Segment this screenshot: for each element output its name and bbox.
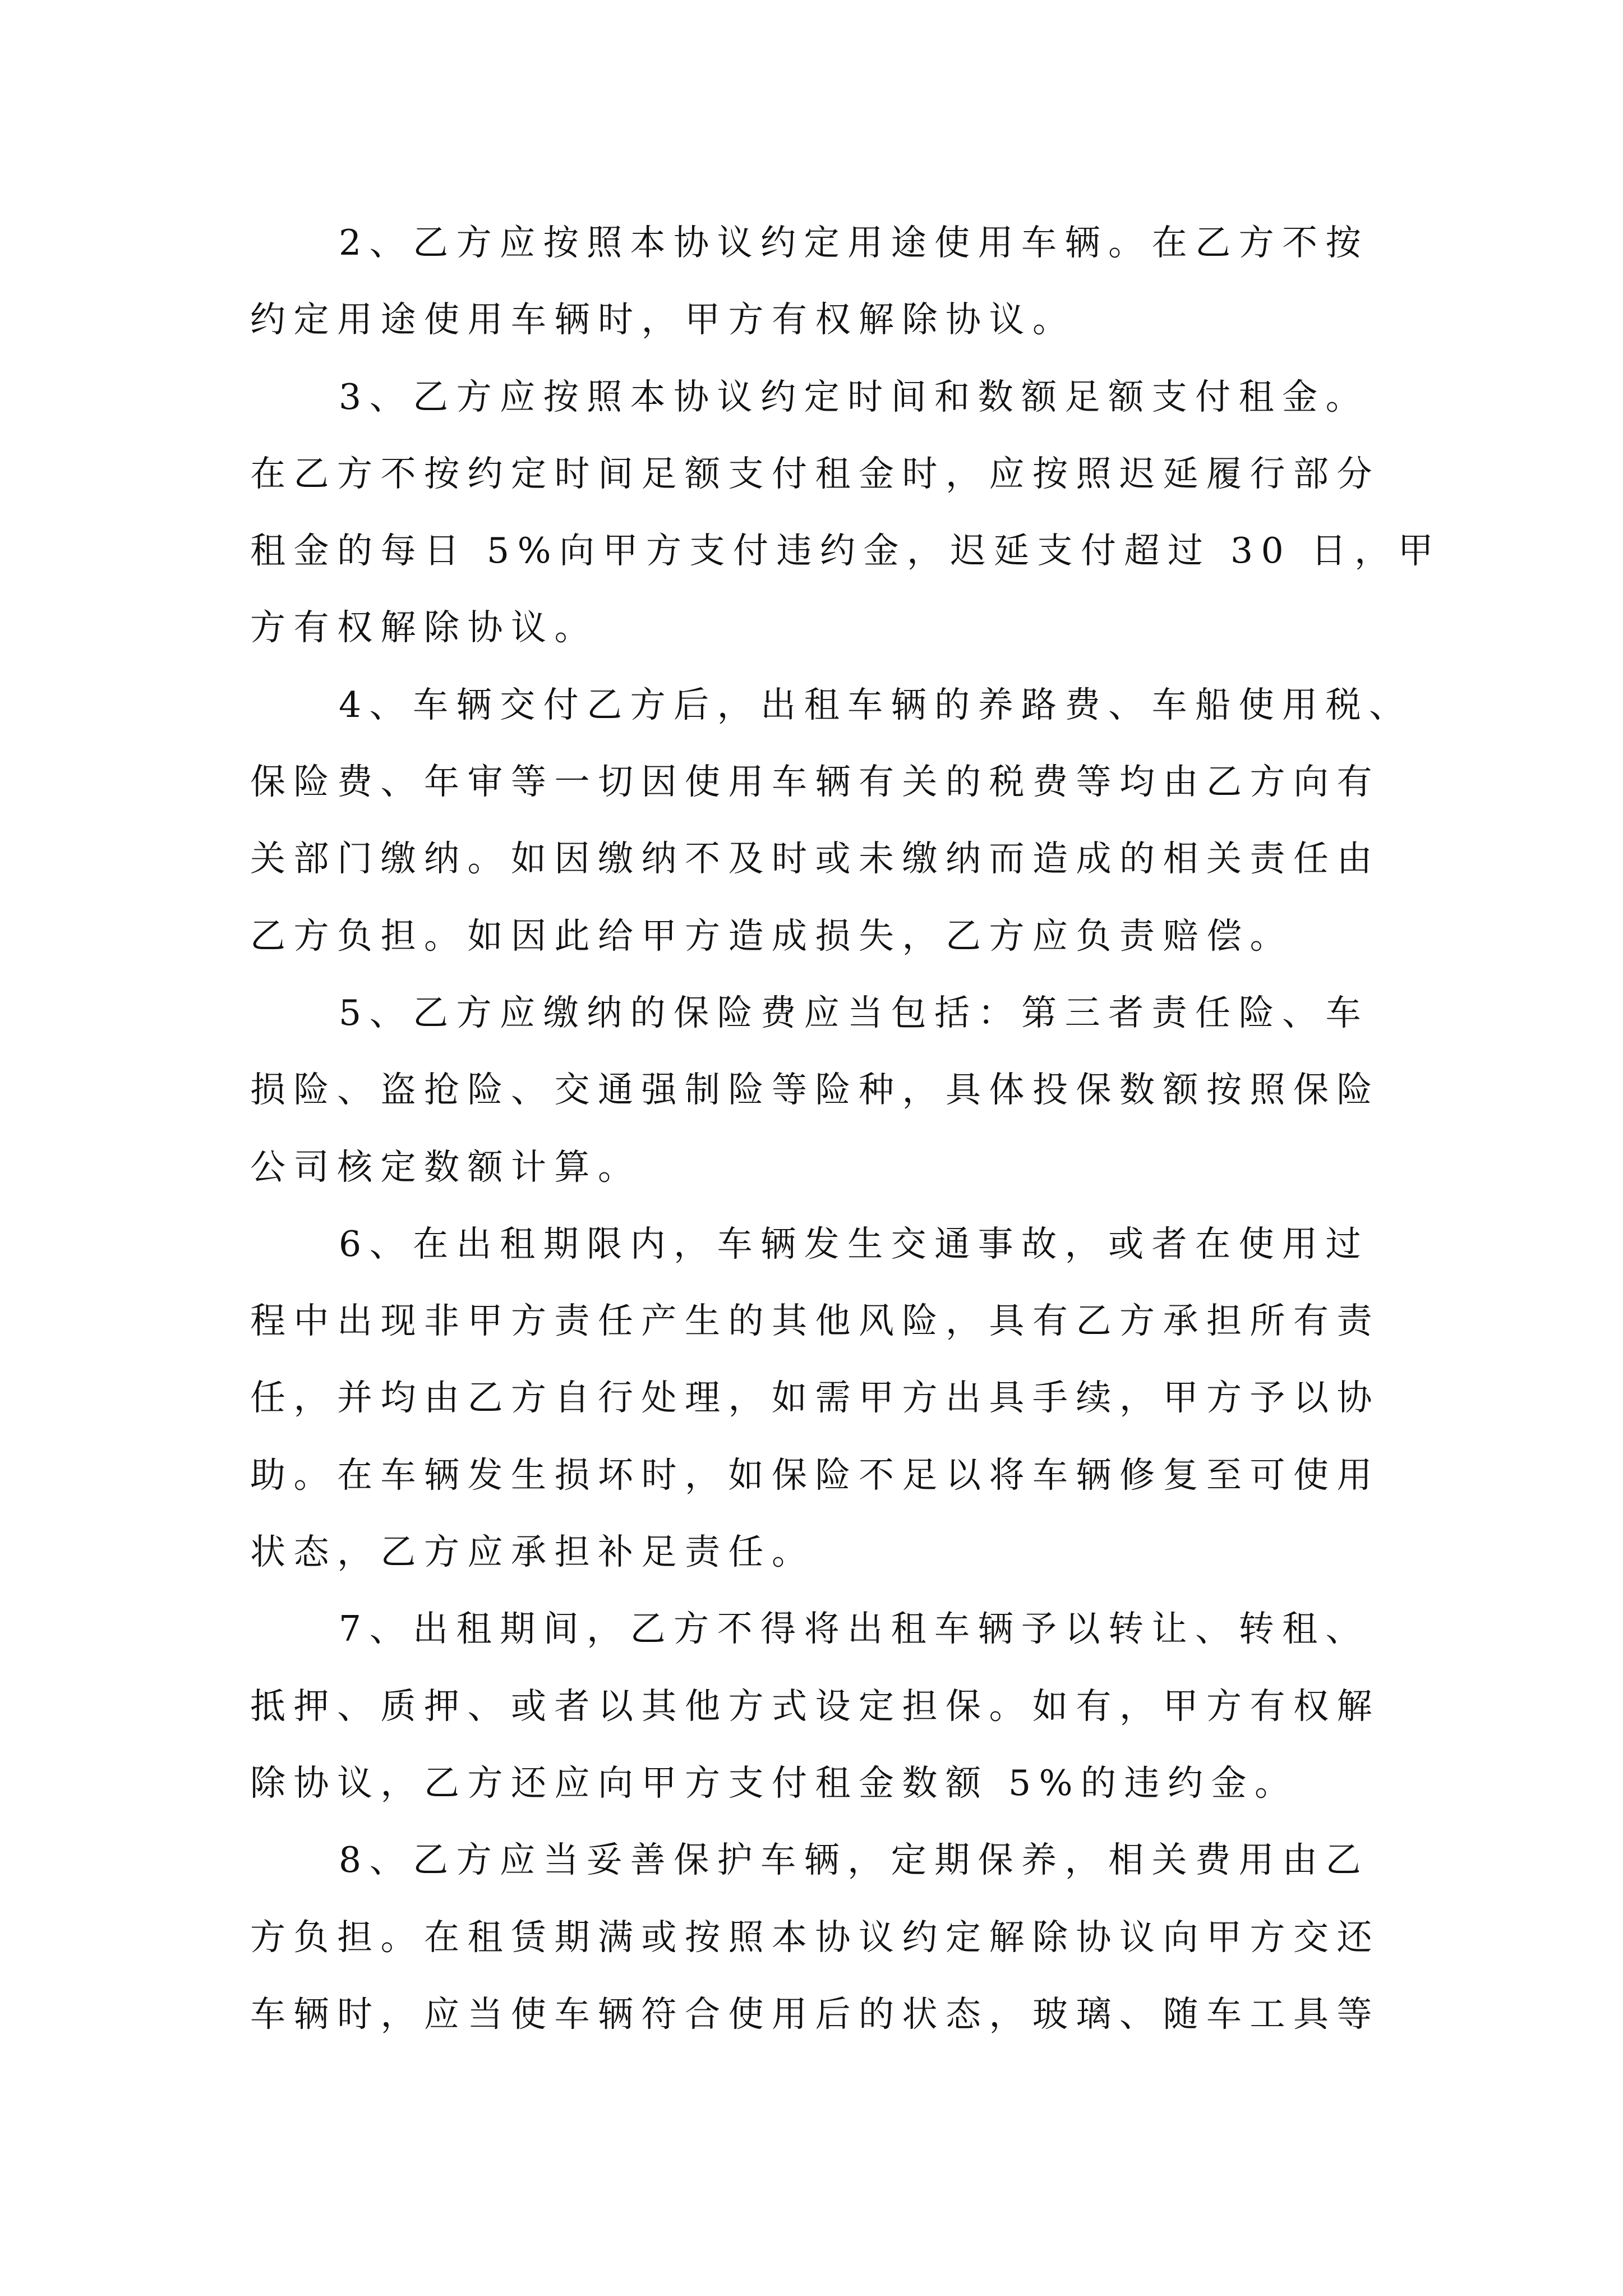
- clause-4: [250, 666, 1484, 974]
- clause-6: [250, 1205, 1484, 1590]
- paragraph-line: 方有权解除协议。: [250, 607, 598, 648]
- paragraph-line: 程中出现非甲方责任产生的其他风险，具有乙方承担所有责: [250, 1300, 1380, 1342]
- paragraph-line: 约定用途使用车辆时，甲方有权解除协议。: [250, 299, 1076, 341]
- paragraph-line: 关部门缴纳。如因缴纳不及时或未缴纳而造成的相关责任由: [250, 838, 1380, 880]
- paragraph-line: 4、车辆交付乙方后，出租车辆的养路费、车船使用税、: [339, 684, 1413, 725]
- paragraph-line: 6、在出租期限内，车辆发生交通事故，或者在使用过: [339, 1223, 1370, 1264]
- paragraph-line: 2、乙方应按照本协议约定用途使用车辆。在乙方不按: [339, 222, 1370, 263]
- paragraph-line: 租金的每日 5%向甲方支付违约金，迟延支付超过 30 日，甲: [250, 530, 1442, 572]
- paragraph-line: 7、出租期间，乙方不得将出租车辆予以转让、转租、: [339, 1608, 1370, 1650]
- clause-5: [250, 974, 1484, 1205]
- clause-3: [250, 358, 1484, 666]
- clause-8: [250, 1821, 1484, 2053]
- paragraph-line: 损险、盗抢险、交通强制险等险种，具体投保数额按照保险: [250, 1069, 1380, 1111]
- paragraph-line: 助。在车辆发生损坏时，如保险不足以将车辆修复至可使用: [250, 1454, 1380, 1496]
- paragraph-line: 3、乙方应按照本协议约定时间和数额足额支付租金。: [339, 376, 1370, 417]
- clause-7: [250, 1590, 1484, 1821]
- paragraph-line: 车辆时，应当使车辆符合使用后的状态，玻璃、随车工具等: [250, 1993, 1380, 2035]
- paragraph-line: 抵押、质押、或者以其他方式设定担保。如有，甲方有权解: [250, 1685, 1380, 1727]
- clause-2: [250, 204, 1484, 358]
- paragraph-line: 保险费、年审等一切因使用车辆有关的税费等均由乙方向有: [250, 761, 1380, 803]
- paragraph-line: 乙方负担。如因此给甲方造成损失，乙方应负责赔偿。: [250, 915, 1293, 956]
- paragraph-line: 除协议，乙方还应向甲方支付租金数额 5%的违约金。: [250, 1762, 1298, 1803]
- paragraph-line: 公司核定数额计算。: [250, 1146, 642, 1188]
- document-body: [250, 204, 1484, 2053]
- paragraph-line: 在乙方不按约定时间足额支付租金时，应按照迟延履行部分: [250, 453, 1380, 494]
- paragraph-line: 方负担。在租赁期满或按照本协议约定解除协议向甲方交还: [250, 1916, 1380, 1958]
- paragraph-line: 状态，乙方应承担补足责任。: [250, 1531, 815, 1573]
- paragraph-line: 8、乙方应当妥善保护车辆，定期保养，相关费用由乙: [339, 1839, 1370, 1881]
- paragraph-line: 任，并均由乙方自行处理，如需甲方出具手续，甲方予以协: [250, 1377, 1380, 1419]
- paragraph-line: 5、乙方应缴纳的保险费应当包括：第三者责任险、车: [339, 992, 1370, 1033]
